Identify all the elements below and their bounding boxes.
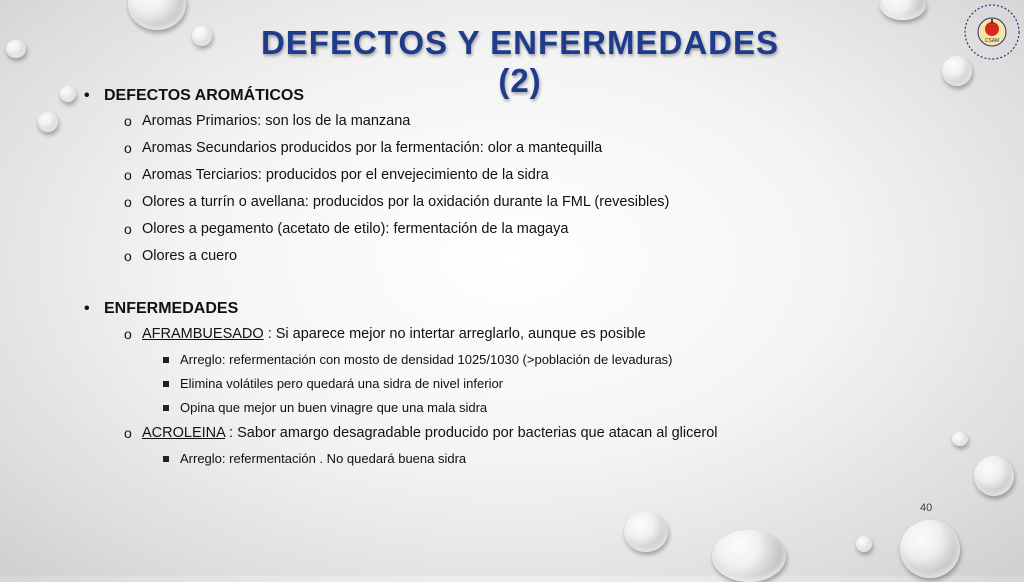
- square-bullet-icon: [163, 456, 169, 462]
- water-drop-icon: [624, 512, 668, 552]
- bullet-dot-icon: •: [84, 87, 90, 104]
- square-bullet-icon: [163, 357, 169, 363]
- water-drop-icon: [192, 26, 212, 46]
- sub-list-item-text: Opina que mejor un buen vinagre que una mala sidra: [180, 400, 488, 415]
- slide-body: [82, 84, 962, 471]
- club-logo-icon: [962, 2, 1022, 62]
- circle-bullet-icon: o: [124, 113, 132, 129]
- water-drop-icon: [6, 40, 26, 58]
- sub-list-item: [82, 396, 962, 420]
- slide-title: DEFECTOS Y ENFERMEDADES (2): [260, 24, 780, 99]
- water-drop-icon: [900, 520, 960, 578]
- list-item-text: Aromas Primarios: son los de la manzana: [142, 113, 411, 129]
- list-item: [82, 135, 962, 162]
- page-number: 40: [920, 502, 933, 514]
- section-heading-label: DEFECTOS AROMÁTICOS: [104, 87, 305, 104]
- sub-list-item: [82, 348, 962, 372]
- svg-text:CSAM: CSAM: [984, 38, 1000, 44]
- circle-bullet-icon: o: [124, 248, 132, 264]
- water-drop-icon: [60, 86, 76, 102]
- list-item-aframbuesado: [82, 321, 962, 348]
- list-item: [82, 162, 962, 189]
- sub-list-item: [82, 372, 962, 396]
- bullet-dot-icon: •: [84, 300, 90, 317]
- sub-list-item-text: Arreglo: refermentación con mosto de densidad 1025/1030 (>población de levaduras): [180, 352, 673, 367]
- circle-bullet-icon: o: [124, 221, 132, 237]
- spacer: [82, 270, 962, 297]
- circle-bullet-icon: o: [124, 194, 132, 210]
- list-item-text: : Sabor amargo desagradable producido por bacterias que atacan al glicerol: [225, 425, 718, 441]
- circle-bullet-icon: o: [124, 140, 132, 156]
- list-item-text: Aromas Terciarios: producidos por el envejecimiento de la sidra: [142, 167, 549, 183]
- circle-bullet-icon: o: [124, 425, 132, 441]
- list-item: [82, 189, 962, 216]
- circle-bullet-icon: o: [124, 167, 132, 183]
- section-heading-label: ENFERMEDADES: [104, 300, 239, 317]
- list-item-acroleina: [82, 420, 962, 447]
- square-bullet-icon: [163, 381, 169, 387]
- list-item: [82, 216, 962, 243]
- water-drop-icon: [38, 112, 58, 132]
- list-item-text: Aromas Secundarios producidos por la fermentación: olor a mantequilla: [142, 140, 603, 156]
- list-item-text: Olores a turrín o avellana: producidos por la oxidación durante la FML (revesibles): [142, 194, 670, 210]
- water-drop-icon: [712, 530, 786, 582]
- list-item-text: : Si aparece mejor no intertar arreglarlo, aunque es posible: [263, 326, 646, 342]
- water-drop-icon: [880, 0, 926, 20]
- list-item-text: Olores a cuero: [142, 248, 238, 264]
- list-item: [82, 243, 962, 270]
- water-drop-icon: [974, 456, 1014, 496]
- section-heading-enfermedades: [82, 297, 962, 321]
- water-drop-icon: [856, 536, 872, 552]
- water-drop-icon: [128, 0, 186, 30]
- section-heading-aromaticos: [82, 84, 962, 108]
- term-aframbuesado: AFRAMBUESADO: [142, 326, 264, 342]
- list-item: [82, 108, 962, 135]
- circle-bullet-icon: o: [124, 326, 132, 342]
- sub-list-item: [82, 447, 962, 471]
- list-item-text: Olores a pegamento (acetato de etilo): fermentación de la magaya: [142, 221, 569, 237]
- sub-list-item-text: Elimina volátiles pero quedará una sidra de nivel inferior: [180, 376, 504, 391]
- square-bullet-icon: [163, 405, 169, 411]
- term-acroleina: ACROLEINA: [142, 425, 225, 441]
- sub-list-item-text: Arreglo: refermentación . No quedará buena sidra: [180, 451, 467, 466]
